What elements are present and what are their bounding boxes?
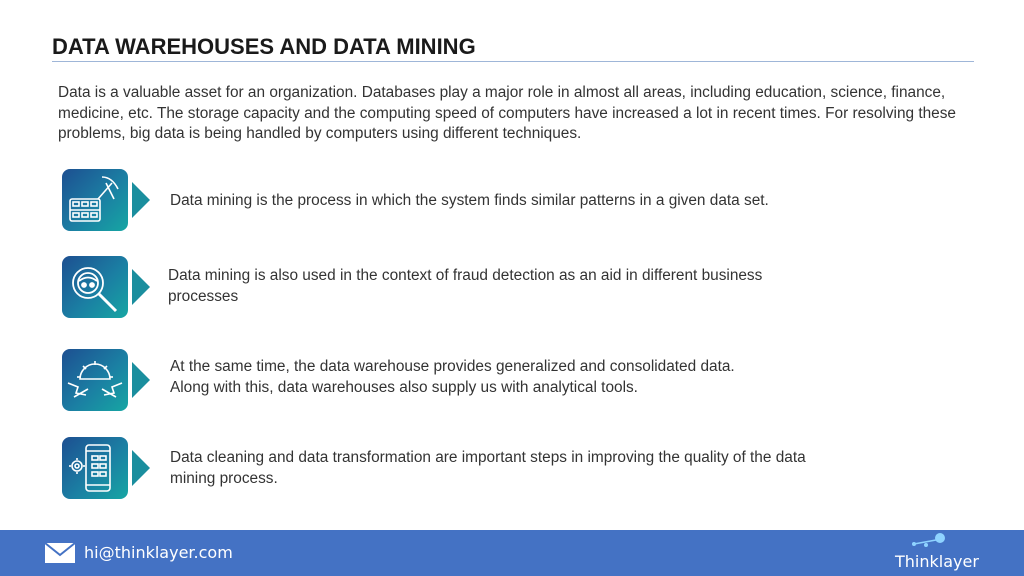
title-divider	[52, 61, 974, 62]
intro-paragraph: Data is a valuable asset for an organization. Databases play a major role in almost all areas, including education, science, finance, medicine, etc. The storage capacity and the computing speed of computers have increased a lot in recent times. For resolving these problems, big data is being handled by computers using different techniques.	[58, 84, 956, 142]
brand-name: Thinklayer	[895, 552, 979, 571]
mobile-data-gear-icon	[62, 437, 128, 499]
item-text: Data cleaning and data transformation are important steps in improving the quality of the data mining process.	[170, 449, 806, 487]
list-item	[62, 256, 822, 318]
arrow-icon	[132, 182, 150, 218]
arrow-icon	[132, 362, 150, 398]
footer-bar	[0, 530, 1024, 576]
item-text: At the same time, the data warehouse provides generalized and consolidated data. Along with this, data warehouses also supply us with analytical tools.	[170, 358, 735, 396]
arrow-icon	[132, 450, 150, 486]
gear-tools-icon	[62, 349, 128, 411]
thinklayer-logo-icon	[910, 532, 954, 552]
arrow-icon	[132, 269, 150, 305]
list-item	[62, 169, 822, 231]
list-item	[62, 437, 822, 499]
page-title: DATA WAREHOUSES AND DATA MINING	[52, 34, 476, 59]
item-text: Data mining is the process in which the system finds similar patterns in a given data set.	[170, 192, 769, 209]
fraud-magnifier-icon	[62, 256, 128, 318]
pickaxe-database-icon	[62, 169, 128, 231]
list-item	[62, 349, 822, 411]
item-text: Data mining is also used in the context of fraud detection as an aid in different business processes	[168, 267, 763, 305]
footer-email-link[interactable]: hi@thinklayer.com	[84, 543, 233, 562]
mail-icon	[44, 542, 76, 564]
